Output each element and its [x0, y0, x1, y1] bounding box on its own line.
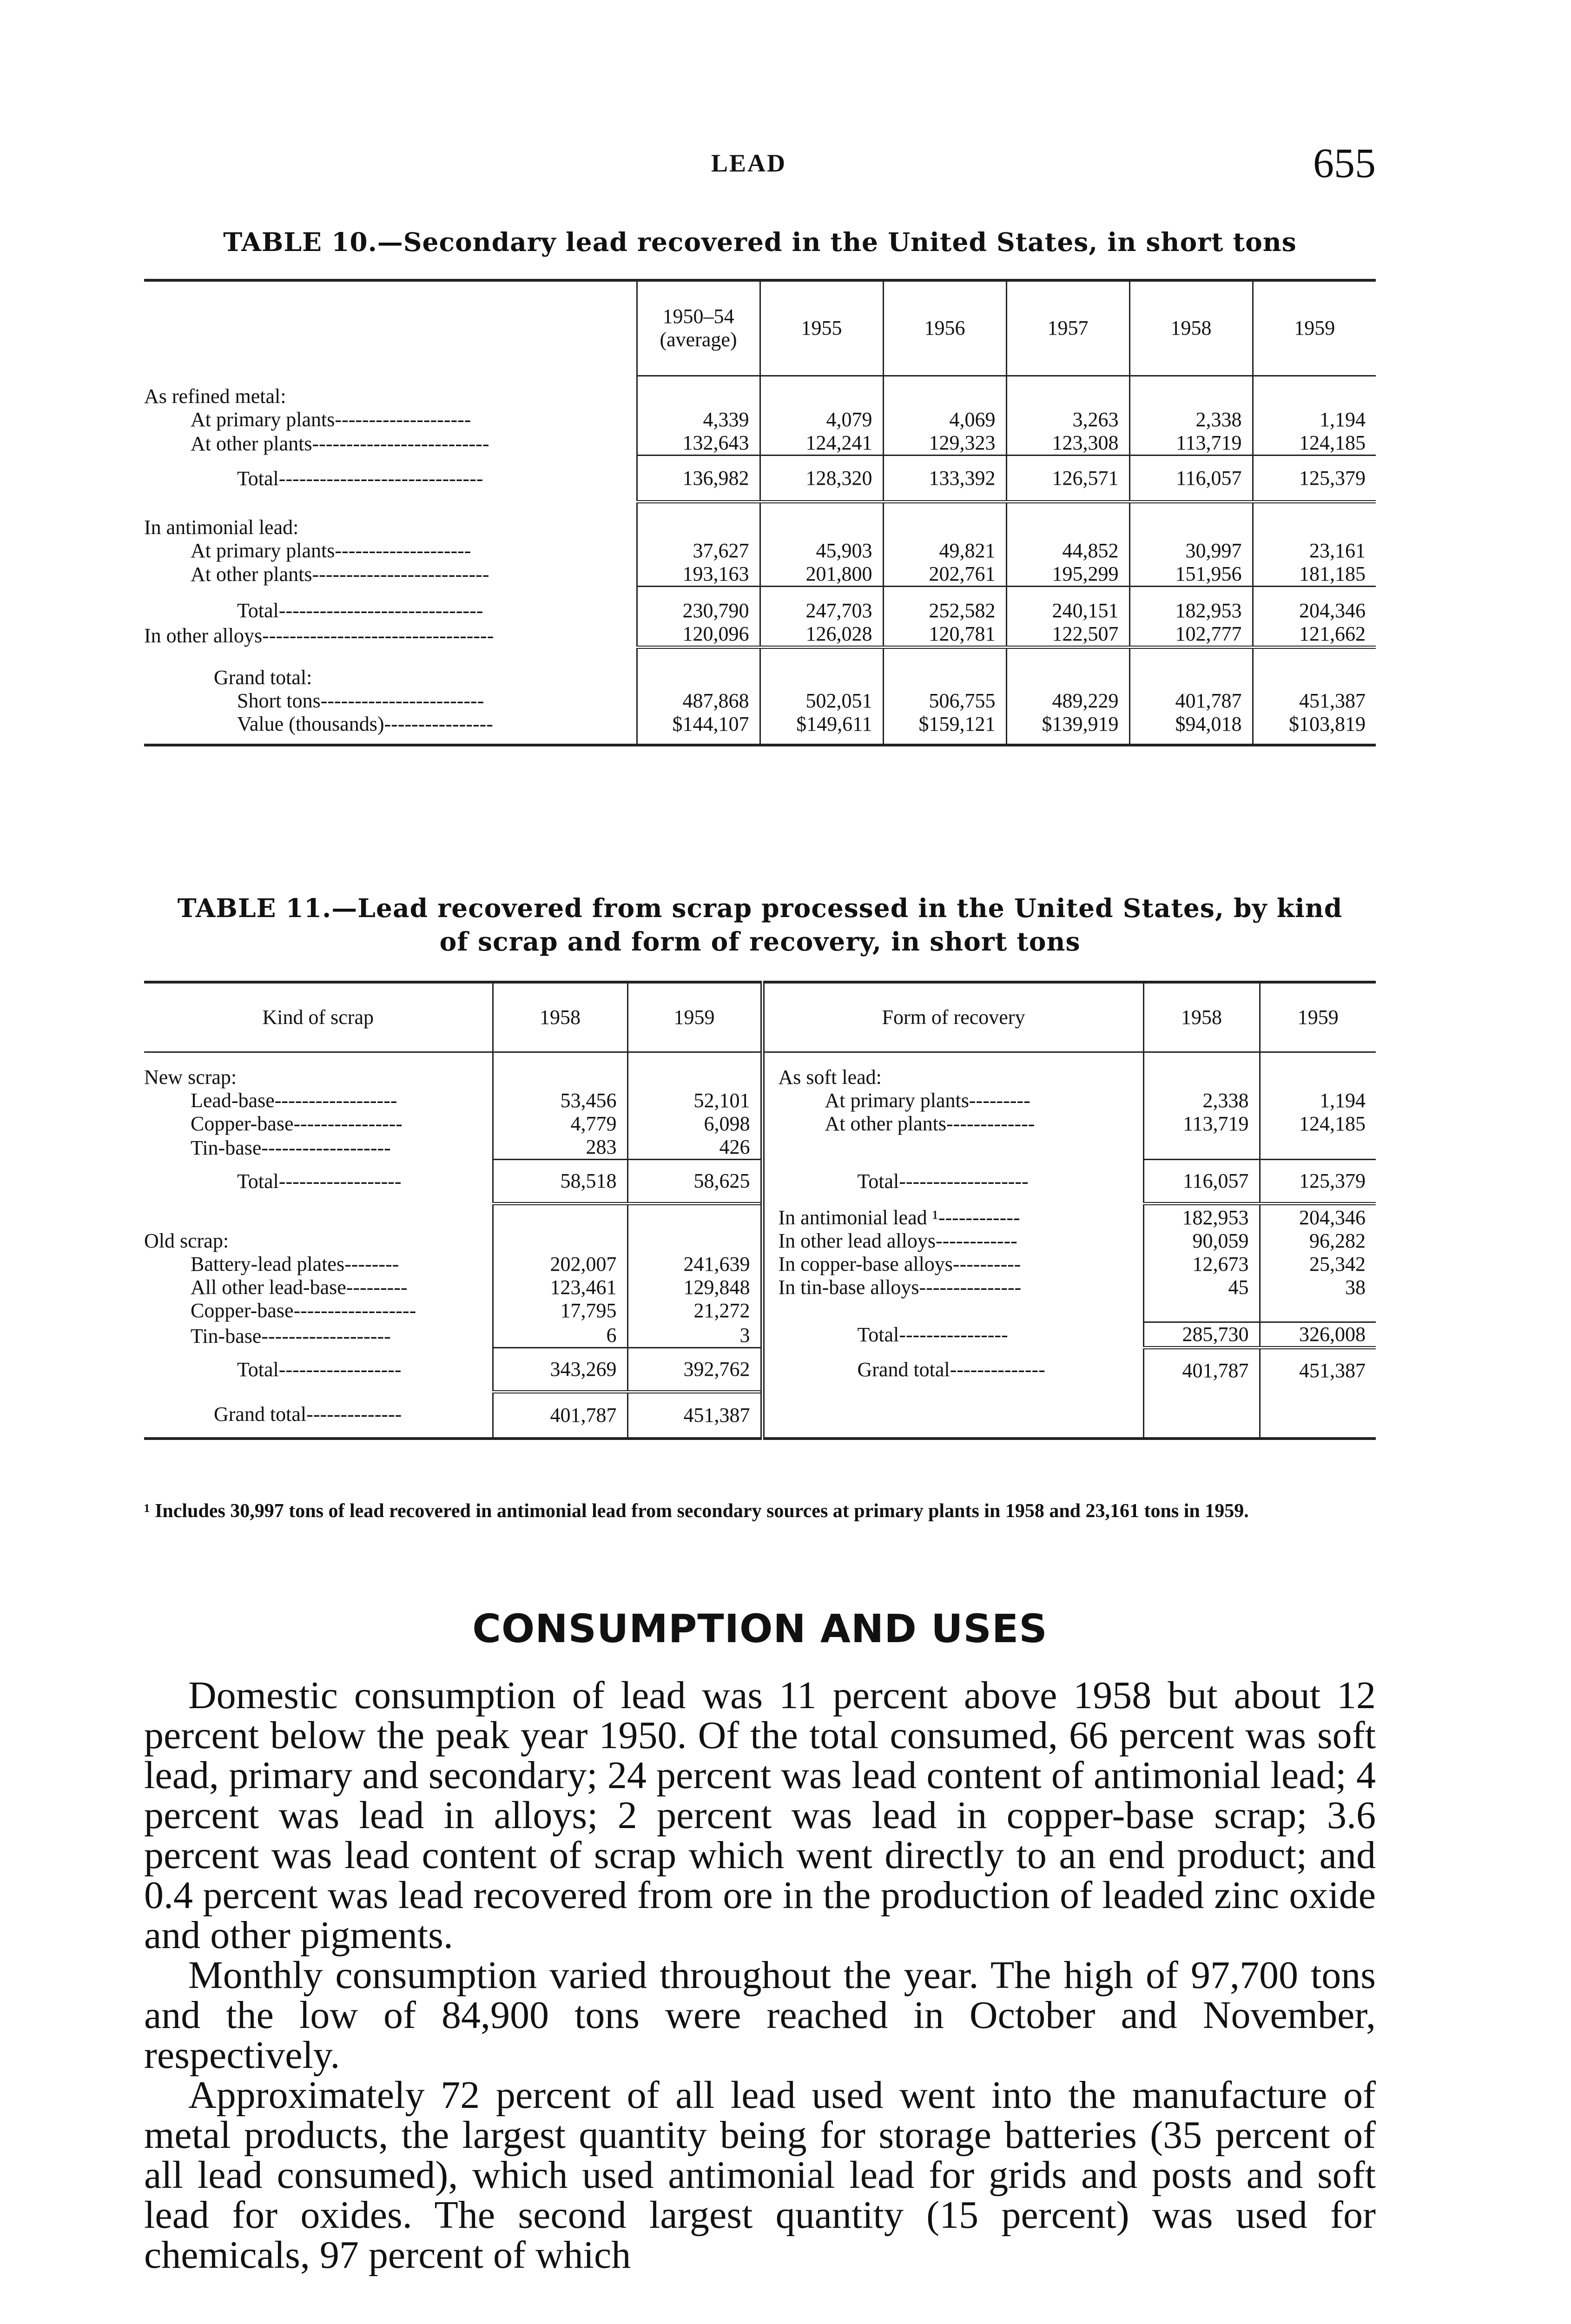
cell: 401,787 [1129, 689, 1253, 713]
cell: 202,007 [493, 1253, 627, 1276]
row-label: Grand total [214, 1403, 307, 1426]
cell: 120,096 [637, 622, 760, 647]
cell: 6,098 [627, 1112, 762, 1136]
cell: 506,755 [883, 689, 1006, 713]
cell: 285,730 [1143, 1322, 1260, 1348]
cell: 30,997 [1129, 539, 1253, 562]
cell: 113,719 [1129, 431, 1253, 456]
table11-caption-line2: of scrap and form of recovery, in short tons [439, 926, 1081, 957]
cell: 487,868 [637, 689, 760, 713]
cell: 25,342 [1260, 1253, 1376, 1276]
table11-caption-line1: TABLE 11.—Lead recovered from scrap processed in the United States, by kind [177, 893, 1343, 923]
cell: 426 [627, 1136, 762, 1160]
row-label: At primary plants [191, 539, 335, 562]
cell: 343,269 [493, 1348, 627, 1392]
cell: 102,777 [1129, 622, 1253, 647]
cell: 44,852 [1006, 539, 1129, 562]
cell: 204,346 [1253, 586, 1376, 622]
cell: 502,051 [760, 689, 883, 713]
cell: 195,299 [1006, 562, 1129, 587]
cell: $139,919 [1006, 713, 1129, 745]
row-label: Total [857, 1170, 899, 1193]
cell: 45,903 [760, 539, 883, 562]
col-header: 1950–54 (average) [637, 280, 760, 376]
cell: 38 [1260, 1276, 1376, 1299]
row-label: At other plants [191, 432, 312, 455]
cell: 116,057 [1143, 1160, 1260, 1204]
table-row: Tin-base------------------- 6 3 Total---------------- 285,730 326,008 [144, 1322, 1376, 1348]
cell: 136,982 [637, 456, 760, 502]
cell: 123,308 [1006, 431, 1129, 456]
table-row: At primary plants-------------------- 37,627 45,903 49,821 44,852 30,997 23,161 [144, 539, 1376, 562]
row-label: All other lead-base [191, 1275, 346, 1299]
row-heading: New scrap: [144, 1066, 237, 1089]
row-heading: As soft lead: [762, 1052, 1143, 1089]
col-header: Form of recovery [762, 982, 1143, 1052]
row-heading: As refined metal: [144, 385, 286, 408]
grand-total-row: Grand total-------------- 401,787 451,387 [144, 1392, 1376, 1439]
cell: 58,518 [493, 1160, 627, 1204]
cell: 4,779 [493, 1112, 627, 1136]
table10-caption: TABLE 10.—Secondary lead recovered in the United States, in short tons [223, 227, 1297, 257]
cell: 129,848 [627, 1276, 762, 1299]
paragraph: Domestic consumption of lead was 11 percent above 1958 but about 12 percent below the peak year 1950. Of the total consumed, 66 percent was soft lead, primary and secondary; 24 percent was lead content of antimonial lead; 4 percent was lead in alloys; 2 percent was lead in copper-base scrap; 3.6 percent was lead content of scrap which went directly to an end product; and 0.4 percent was lead recovered from ore in the production of leaded zinc oxide and other pigments. [144, 1674, 1376, 1957]
row-label: Grand total [857, 1358, 950, 1381]
row-heading: Old scrap: [144, 1229, 229, 1252]
running-head: LEAD [711, 149, 787, 177]
cell: 6 [493, 1322, 627, 1348]
table-row: In other alloys---------------------------------- 120,096 126,028 120,781 122,507 102,777 121,662 [144, 622, 1376, 647]
cell: 4,069 [883, 408, 1006, 431]
cell: 489,229 [1006, 689, 1129, 713]
row-label: In other alloys [144, 624, 263, 647]
row-label: Value (thousands) [237, 712, 384, 735]
page-number: 655 [1313, 140, 1376, 186]
cell: 21,272 [627, 1299, 762, 1322]
table-row: Battery-lead plates-------- 202,007 241,639 In copper-base alloys---------- 12,673 25,342 [144, 1253, 1376, 1276]
cell: 17,795 [493, 1299, 627, 1322]
cell: 128,320 [760, 456, 883, 502]
row-heading: In antimonial lead: [144, 515, 299, 539]
cell: 52,101 [627, 1089, 762, 1112]
cell: 116,057 [1129, 456, 1253, 502]
table10-header-row [144, 280, 1376, 376]
table11 [144, 981, 1376, 1440]
cell: 23,161 [1253, 539, 1376, 562]
cell: 401,787 [493, 1392, 627, 1439]
cell: 113,719 [1143, 1112, 1260, 1136]
row-heading: Grand total: [214, 666, 312, 689]
cell: 204,346 [1260, 1204, 1376, 1229]
table-row: At primary plants-------------------- 4,339 4,079 4,069 3,263 2,338 1,194 [144, 408, 1376, 431]
cell: 451,387 [627, 1392, 762, 1439]
cell: 45 [1143, 1276, 1260, 1299]
cell: 151,956 [1129, 562, 1253, 587]
cell: 123,461 [493, 1276, 627, 1299]
col-header: 1957 [1006, 280, 1129, 376]
table-row: Copper-base------------------ 17,795 21,272 [144, 1299, 1376, 1322]
row-label: At primary plants [825, 1089, 969, 1112]
cell: 3 [627, 1322, 762, 1348]
table11-header-row [144, 982, 1376, 1052]
cell: 2,338 [1143, 1089, 1260, 1112]
total-row: Total------------------ 58,518 58,625 Total------------------- 116,057 125,379 [144, 1160, 1376, 1204]
row-label: At other plants [825, 1112, 947, 1135]
cell: 1,194 [1253, 408, 1376, 431]
cell: 126,028 [760, 622, 883, 647]
cell: $144,107 [637, 713, 760, 745]
table-row: Tin-base------------------- 283 426 [144, 1136, 1376, 1160]
cell: 283 [493, 1136, 627, 1160]
cell: 392,762 [627, 1348, 762, 1392]
table-row: At other plants-------------------------- 132,643 124,241 129,323 123,308 113,719 124,185 [144, 431, 1376, 456]
section-title: CONSUMPTION AND USES [472, 1606, 1048, 1651]
row-label: Tin-base [191, 1324, 262, 1347]
cell: 181,185 [1253, 562, 1376, 587]
row-label: Battery-lead plates [191, 1252, 345, 1275]
cell: 124,241 [760, 431, 883, 456]
cell: 122,507 [1006, 622, 1129, 647]
cell: 120,781 [883, 622, 1006, 647]
cell: 451,387 [1253, 689, 1376, 713]
table-row: Lead-base------------------ 53,456 52,101 At primary plants--------- 2,338 1,194 [144, 1089, 1376, 1112]
cell: 2,338 [1129, 408, 1253, 431]
cell: 90,059 [1143, 1229, 1260, 1253]
cell: 49,821 [883, 539, 1006, 562]
cell: 126,571 [1006, 456, 1129, 502]
cell: $159,121 [883, 713, 1006, 745]
cell: 230,790 [637, 586, 760, 622]
cell: $149,611 [760, 713, 883, 745]
row-label: Short tons [237, 689, 321, 712]
cell: 193,163 [637, 562, 760, 587]
col-header: 1958 [1129, 280, 1253, 376]
cell: 401,787 [1143, 1348, 1260, 1392]
col-header: 1959 [1260, 982, 1376, 1052]
table-row: Copper-base---------------- 4,779 6,098 At other plants------------- 113,719 124,185 [144, 1112, 1376, 1136]
cell: 241,639 [627, 1253, 762, 1276]
cell: 133,392 [883, 456, 1006, 502]
cell: 451,387 [1260, 1348, 1376, 1392]
cell: 1,194 [1260, 1089, 1376, 1112]
cell: 124,185 [1260, 1112, 1376, 1136]
row-label: Copper-base [191, 1299, 294, 1322]
cell: 124,185 [1253, 431, 1376, 456]
cell: 121,662 [1253, 622, 1376, 647]
body-text [144, 1676, 1376, 2275]
cell: 58,625 [627, 1160, 762, 1204]
row-label: Total [237, 599, 279, 622]
paragraph: Monthly consumption varied throughout the year. The high of 97,700 tons and the low of 84,900 tons were reached in October and November, respectively. [144, 1954, 1376, 2077]
row-label: At primary plants [191, 408, 335, 431]
cell: 125,379 [1253, 456, 1376, 502]
table-row: Old scrap: In other lead alloys------------ 90,059 96,282 [144, 1229, 1376, 1253]
total-row: Total------------------------------ 230,790 247,703 252,582 240,151 182,953 204,346 [144, 586, 1376, 622]
col-header: 1959 [627, 982, 762, 1052]
row-label: Copper-base [191, 1112, 294, 1135]
table-row: At other plants-------------------------- 193,163 201,800 202,761 195,299 151,956 181,185 [144, 562, 1376, 587]
row-label: Lead-base [191, 1089, 275, 1112]
cell: 202,761 [883, 562, 1006, 587]
row-label: In copper-base alloys [778, 1252, 953, 1275]
table10 [144, 279, 1376, 746]
row-label: At other plants [191, 563, 312, 586]
cell: 129,323 [883, 431, 1006, 456]
col-header: Kind of scrap [144, 982, 493, 1052]
cell: 182,953 [1143, 1204, 1260, 1229]
total-row: Total------------------------------ 136,982 128,320 133,392 126,571 116,057 125,379 [144, 456, 1376, 502]
cell: 4,079 [760, 408, 883, 431]
cell: 96,282 [1260, 1229, 1376, 1253]
row-label: Total [237, 467, 279, 490]
row-label: In tin-base alloys [778, 1275, 919, 1299]
row-label: Total [237, 1358, 279, 1381]
row-label: Total [237, 1170, 279, 1193]
cell: 37,627 [637, 539, 760, 562]
cell: 3,263 [1006, 408, 1129, 431]
table-row: Short tons------------------------ 487,868 502,051 506,755 489,229 401,787 451,387 [144, 689, 1376, 713]
page-header [144, 139, 1376, 195]
col-header: 1955 [760, 280, 883, 376]
cell: $103,819 [1253, 713, 1376, 745]
table11-footnote: ¹ Includes 30,997 tons of lead recovered in antimonial lead from secondary sources at primary plants in 1958 and 23,161 tons in 1959. [144, 1500, 1249, 1522]
cell: 247,703 [760, 586, 883, 622]
cell: 326,008 [1260, 1322, 1376, 1348]
table11-caption [144, 891, 1376, 958]
row-label: Tin-base [191, 1136, 262, 1159]
row-label: Total [857, 1323, 899, 1346]
cell: $94,018 [1129, 713, 1253, 745]
cell: 252,582 [883, 586, 1006, 622]
cell: 240,151 [1006, 586, 1129, 622]
row-label: In other lead alloys [778, 1229, 936, 1252]
cell: 125,379 [1260, 1160, 1376, 1204]
table-row: In antimonial lead ¹------------ 182,953 204,346 [144, 1204, 1376, 1229]
cell: 4,339 [637, 408, 760, 431]
table-row: All other lead-base--------- 123,461 129,848 In tin-base alloys--------------- 45 38 [144, 1276, 1376, 1299]
cell: 201,800 [760, 562, 883, 587]
paragraph: Approximately 72 percent of all lead used went into the manufacture of metal products, the largest quantity being for storage batteries (35 percent of all lead consumed), which used antimonial lead for grids and posts and soft lead for oxides. The second largest quantity (15 percent) was used for chemicals, 97 percent of which [144, 2073, 1376, 2277]
cell: 132,643 [637, 431, 760, 456]
row-label: In antimonial lead ¹ [778, 1206, 938, 1229]
cell: 53,456 [493, 1089, 627, 1112]
table-row: Value (thousands)---------------- $144,107 $149,611 $159,121 $139,919 $94,018 $103,819 [144, 713, 1376, 745]
col-header: 1956 [883, 280, 1006, 376]
total-row: Total------------------ 343,269 392,762 Grand total-------------- 401,787 451,387 [144, 1348, 1376, 1392]
col-header: 1959 [1253, 280, 1376, 376]
col-header: 1958 [493, 982, 627, 1052]
cell: 182,953 [1129, 586, 1253, 622]
cell: 12,673 [1143, 1253, 1260, 1276]
col-header: 1958 [1143, 982, 1260, 1052]
